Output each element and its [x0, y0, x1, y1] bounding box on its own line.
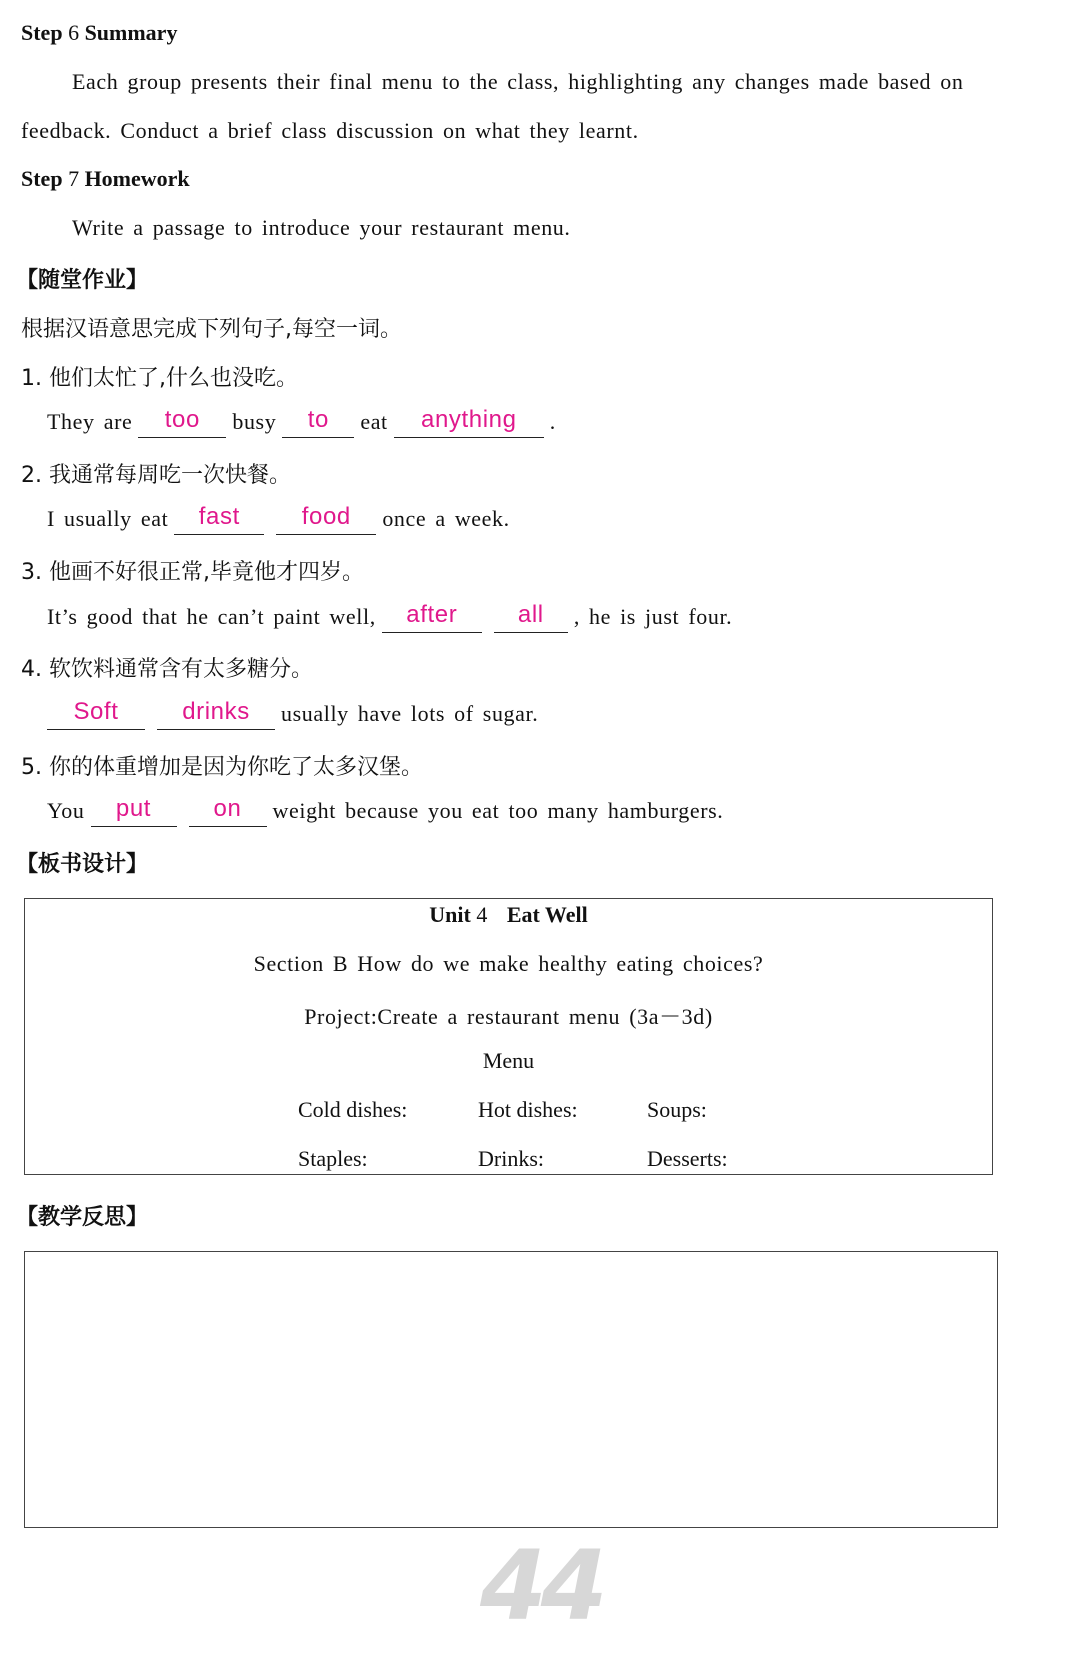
- board-heading: 【板书设计】: [16, 852, 149, 877]
- item2-text1: I usually eat: [47, 506, 169, 531]
- board-unit-line: [25, 902, 992, 928]
- board-menu-title: Menu: [482, 1048, 535, 1073]
- item5-blank2: [189, 795, 267, 827]
- item3-blank1: [382, 601, 482, 633]
- step6-line2: feedback. Conduct a brief class discussion on what they learnt.: [21, 118, 639, 143]
- item4-answer1: Soft: [73, 698, 119, 725]
- exercise-instruction: 根据汉语意思完成下列句子,每空一词。: [21, 317, 402, 342]
- item4-text1: usually have lots of sugar.: [281, 701, 539, 726]
- step6-title: Summary: [84, 20, 178, 45]
- step7-number: 7: [68, 166, 80, 191]
- item1-text1: They are: [47, 409, 133, 434]
- item5-chinese: 5. 你的体重增加是因为你吃了太多汉堡。: [21, 755, 423, 780]
- item1-answer3: anything: [421, 406, 517, 433]
- board-unit-title: Eat Well: [506, 902, 588, 927]
- item4-blank2: [157, 698, 275, 730]
- step6-word: Step: [21, 20, 63, 45]
- menu-soups: Soups:: [647, 1097, 707, 1122]
- menu-staples: Staples:: [298, 1146, 368, 1171]
- item2-sentence: [47, 503, 510, 535]
- item3-sentence: [47, 601, 733, 633]
- item1-answer1: too: [164, 406, 200, 433]
- page-number: 44: [480, 1530, 602, 1642]
- item3-answer1: after: [406, 601, 458, 628]
- reflection-box: [24, 1251, 998, 1528]
- item1-blank2: [282, 406, 354, 438]
- item5-text2: weight because you eat too many hamburgers.: [272, 798, 724, 823]
- item1-sentence: [47, 406, 556, 438]
- item2-blank2: [276, 503, 376, 535]
- item5-sentence: [47, 795, 724, 827]
- item2-chinese: 2. 我通常每周吃一次快餐。: [21, 463, 291, 488]
- item2-answer1: fast: [198, 503, 240, 530]
- item4-answer2: drinks: [182, 698, 250, 725]
- item2-answer2: food: [301, 503, 351, 530]
- item1-answer2: to: [307, 406, 329, 433]
- item1-text4: .: [549, 409, 556, 434]
- item3-text2: , he is just four.: [573, 604, 733, 629]
- item1-text3: eat: [360, 409, 388, 434]
- item1-text2: busy: [232, 409, 277, 434]
- item4-blank1: [47, 698, 145, 730]
- step7-heading: [21, 166, 190, 192]
- board-section: Section B How do we make healthy eating choices?: [253, 951, 764, 976]
- step7-line1: Write a passage to introduce your restaurant menu.: [72, 215, 571, 240]
- step6-number: 6: [68, 20, 80, 45]
- item3-blank2: [494, 601, 568, 633]
- step6-line1: Each group presents their final menu to the class, highlighting any changes made based on: [72, 69, 964, 94]
- menu-cold-dishes: Cold dishes:: [298, 1097, 408, 1122]
- board-project: Project:Create a restaurant menu (3a－3d): [304, 1004, 713, 1029]
- reflection-heading: 【教学反思】: [16, 1205, 149, 1230]
- step7-word: Step: [21, 166, 63, 191]
- menu-desserts: Desserts:: [647, 1146, 728, 1171]
- item1-blank1: [138, 406, 226, 438]
- item1-chinese: 1. 他们太忙了,什么也没吃。: [21, 366, 298, 391]
- menu-hot-dishes: Hot dishes:: [478, 1097, 578, 1122]
- item4-sentence: [41, 698, 539, 730]
- item5-answer2: on: [213, 795, 242, 822]
- step6-heading: [21, 20, 177, 46]
- exercise-heading: 【随堂作业】: [16, 268, 149, 293]
- item3-chinese: 3. 他画不好很正常,毕竟他才四岁。: [21, 560, 364, 585]
- menu-drinks: Drinks:: [478, 1146, 544, 1171]
- item1-blank3: [394, 406, 544, 438]
- item5-text1: You: [47, 798, 85, 823]
- board-box: [24, 898, 993, 1175]
- board-unit-number: 4: [476, 902, 488, 927]
- item4-chinese: 4. 软饮料通常含有太多糖分。: [21, 657, 313, 682]
- item2-text2: once a week.: [382, 506, 510, 531]
- board-unit-word: Unit: [429, 902, 471, 927]
- item3-text1: It’s good that he can’t paint well,: [47, 604, 376, 629]
- item2-blank1: [174, 503, 264, 535]
- step7-title: Homework: [84, 166, 190, 191]
- item3-answer2: all: [517, 601, 544, 628]
- item5-blank1: [91, 795, 177, 827]
- item5-answer1: put: [115, 795, 152, 822]
